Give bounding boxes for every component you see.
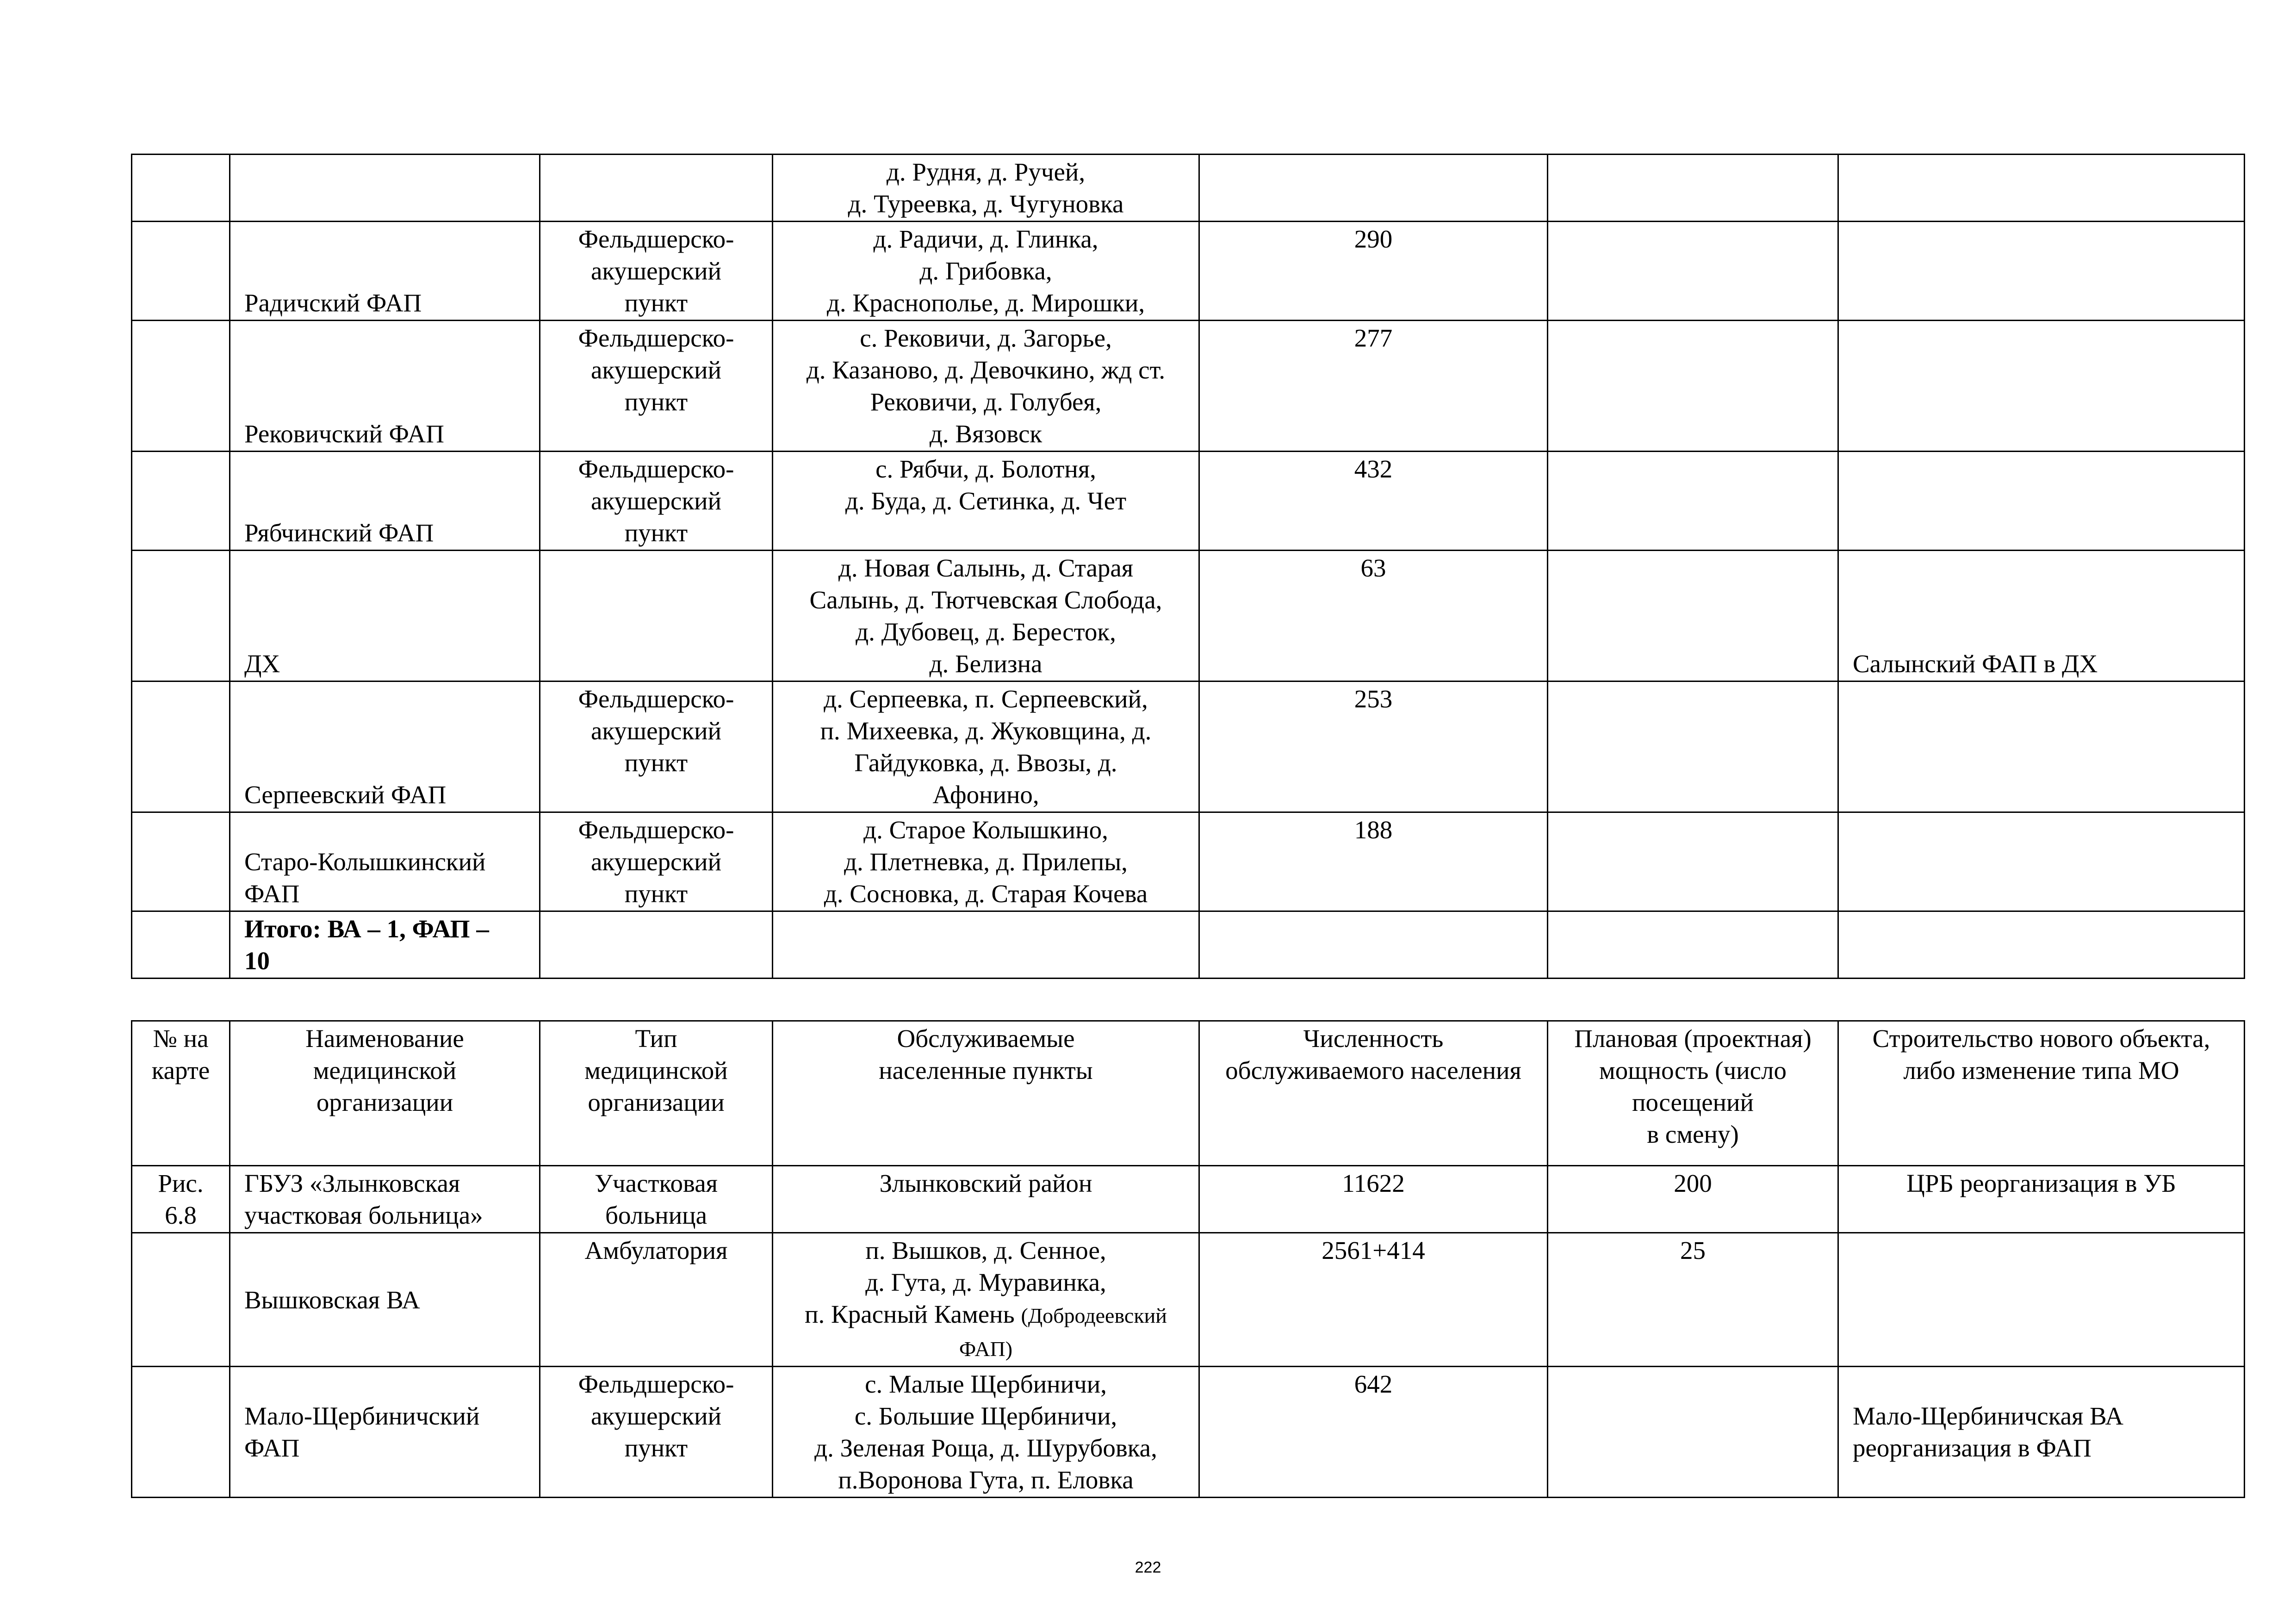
header-name: Наименование медицинской организации [230,1021,540,1166]
cell-type: Фельдшерско- акушерский пункт [540,321,773,452]
cell-population: 277 [1199,321,1548,452]
cell-num [132,1233,230,1367]
header-population: Численность обслуживаемого населения [1199,1021,1548,1166]
cell-population: 253 [1199,681,1548,812]
cell-construction [1838,911,2245,979]
table-row [132,551,2245,681]
cell-name: Старо-Колышкинский ФАП [230,812,540,911]
cell-name [230,155,540,222]
cell-capacity [1548,1367,1838,1498]
cell-construction [1838,321,2245,452]
total-label: Итого: ВА – 1, ФАП – 10 [230,911,540,979]
cell-type [540,911,773,979]
cell-num: Рис. 6.8 [132,1166,230,1233]
cell-population: 2561+414 [1199,1233,1548,1367]
cell-name: Рябчинский ФАП [230,452,540,551]
cell-construction [1838,812,2245,911]
cell-name: Серпеевский ФАП [230,681,540,812]
cell-construction: ЦРБ реорганизация в УБ [1838,1166,2245,1233]
table-row [132,1233,2245,1367]
header-capacity: Плановая (проектная) мощность (число посещений в смену) [1548,1021,1838,1166]
page-number: 222 [1135,1559,1161,1576]
cell-settlements: д. Радичи, д. Глинка, д. Грибовка, д. Краснополье, д. Мирошки, [773,222,1199,321]
cell-population [1199,155,1548,222]
header-type: Тип медицинской организации [540,1021,773,1166]
settlements-main: п. Вышков, д. Сенное, д. Гута, д. Муравинка, п. Красный Камень [805,1236,1106,1328]
cell-num [132,155,230,222]
main-table [131,1020,2245,1498]
cell-name: ДХ [230,551,540,681]
cell-name: Рековичский ФАП [230,321,540,452]
cell-construction [1838,452,2245,551]
table-row [132,452,2245,551]
cell-settlements: с. Рябчи, д. Болотня, д. Буда, д. Сетинка, д. Чет [773,452,1199,551]
cell-num [132,551,230,681]
cell-type: Фельдшерско- акушерский пункт [540,1367,773,1498]
cell-type: Фельдшерско- акушерский пункт [540,452,773,551]
table-row [132,812,2245,911]
cell-construction [1838,1233,2245,1367]
cell-type: Фельдшерско- акушерский пункт [540,812,773,911]
cell-construction: Салынский ФАП в ДХ [1838,551,2245,681]
cell-population: 642 [1199,1367,1548,1498]
cell-num [132,681,230,812]
cell-capacity [1548,812,1838,911]
cell-type [540,155,773,222]
cell-type: Фельдшерско- акушерский пункт [540,681,773,812]
cell-type: Фельдшерско- акушерский пункт [540,222,773,321]
header-construction: Строительство нового объекта, либо изменение типа МО [1838,1021,2245,1166]
cell-name: ГБУЗ «Злынковская участковая больница» [230,1166,540,1233]
cell-name: Мало-Щербиничский ФАП [230,1367,540,1498]
cell-settlements [773,1233,1199,1367]
cell-type: Участковая больница [540,1166,773,1233]
cell-name: Вышковская ВА [230,1233,540,1367]
cell-population: 432 [1199,452,1548,551]
table-row [132,222,2245,321]
cell-construction: Мало-Щербиничская ВА реорганизация в ФАП [1838,1367,2245,1498]
continuation-table [131,154,2245,979]
cell-capacity [1548,222,1838,321]
cell-capacity [1548,155,1838,222]
cell-num [132,911,230,979]
settlements-note: (Добродеевский ФАП) [959,1304,1167,1361]
cell-settlements: Злынковский район [773,1166,1199,1233]
cell-capacity [1548,911,1838,979]
table-row [132,681,2245,812]
cell-population: 290 [1199,222,1548,321]
cell-capacity [1548,551,1838,681]
cell-population: 188 [1199,812,1548,911]
cell-capacity: 200 [1548,1166,1838,1233]
cell-population: 63 [1199,551,1548,681]
cell-settlements: с. Малые Щербиничи, с. Большие Щербиничи, д. Зеленая Роща, д. Шурубовка, п.Воронова Гута, п. Еловка [773,1367,1199,1498]
cell-capacity [1548,452,1838,551]
cell-capacity: 25 [1548,1233,1838,1367]
table-row-total [132,911,2245,979]
table-row [132,1166,2245,1233]
cell-construction [1838,681,2245,812]
cell-population [1199,911,1548,979]
cell-settlements [773,911,1199,979]
cell-type [540,551,773,681]
cell-settlements: д. Новая Салынь, д. Старая Салынь, д. Тютчевская Слобода, д. Дубовец, д. Бересток, д. Белизна [773,551,1199,681]
table-row [132,1367,2245,1498]
table-row [132,321,2245,452]
cell-num [132,222,230,321]
cell-settlements: с. Рековичи, д. Загорье, д. Казаново, д. Девочкино, жд ст. Рековичи, д. Голубея, д. Вязовск [773,321,1199,452]
cell-settlements: д. Серпеевка, п. Серпеевский, п. Михеевка, д. Жуковщина, д. Гайдуковка, д. Ввозы, д. Афонино, [773,681,1199,812]
cell-num [132,1367,230,1498]
table-row [132,155,2245,222]
cell-type: Амбулатория [540,1233,773,1367]
cell-name: Радичский ФАП [230,222,540,321]
cell-num [132,812,230,911]
cell-capacity [1548,681,1838,812]
header-settlements: Обслуживаемые населенные пункты [773,1021,1199,1166]
cell-capacity [1548,321,1838,452]
table-header-row [132,1021,2245,1166]
cell-population: 11622 [1199,1166,1548,1233]
cell-settlements: д. Старое Колышкино, д. Плетневка, д. Прилепы, д. Сосновка, д. Старая Кочева [773,812,1199,911]
cell-num [132,452,230,551]
cell-construction [1838,155,2245,222]
header-num: № на карте [132,1021,230,1166]
cell-settlements: д. Рудня, д. Ручей, д. Туреевка, д. Чугуновка [773,155,1199,222]
cell-construction [1838,222,2245,321]
cell-num [132,321,230,452]
